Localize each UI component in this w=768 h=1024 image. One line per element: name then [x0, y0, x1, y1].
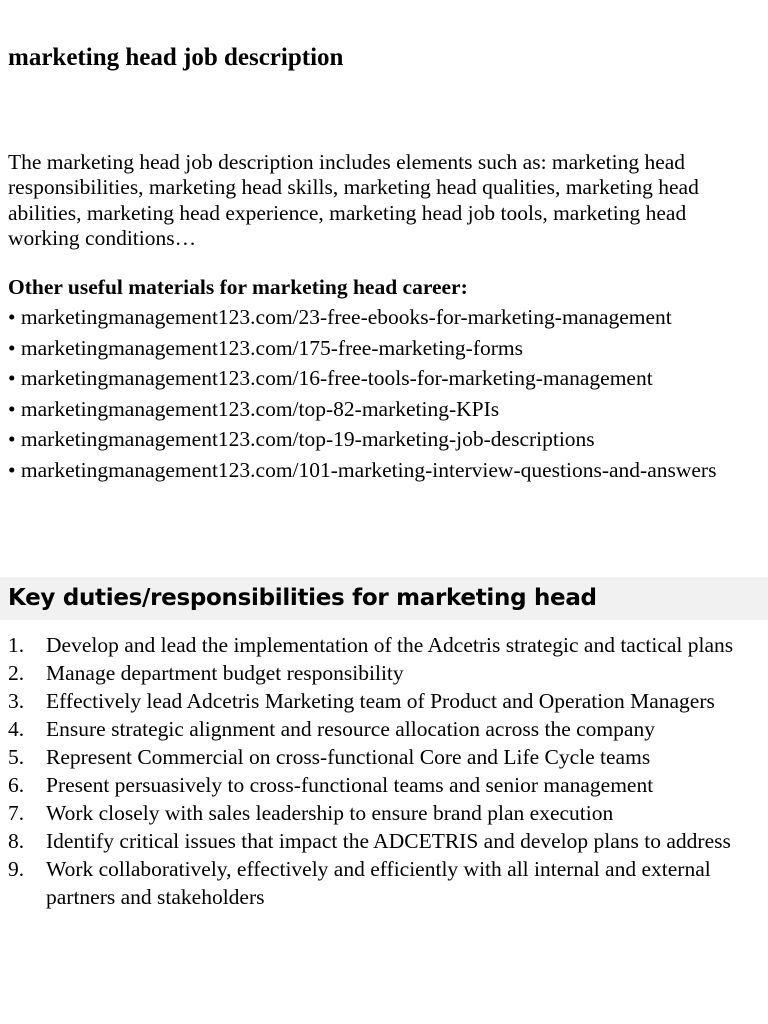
link-text[interactable]: marketingmanagement123.com/top-82-marketing-KPIs: [20, 396, 500, 421]
duty-text: Present persuasively to cross-functional teams and senior management: [46, 773, 654, 797]
duty-item: [0, 743, 760, 771]
bullet: •: [8, 366, 16, 391]
duty-text: Effectively lead Adcetris Marketing team of Product and Operation Managers: [46, 689, 715, 713]
duty-item: [0, 687, 760, 715]
duty-text: Work collaboratively, effectively and efficiently with all internal and external partners and stakeholders: [46, 857, 711, 909]
duty-text: Identify critical issues that impact the ADCETRIS and develop plans to address: [46, 829, 731, 853]
duty-item: [0, 715, 760, 743]
bullet: •: [8, 305, 16, 329]
bullet: •: [8, 427, 16, 452]
list-item[interactable]: [8, 458, 760, 483]
duty-item: [0, 855, 760, 911]
duty-number: 3.: [8, 689, 25, 713]
duty-number: 9.: [8, 857, 25, 881]
duty-text: Represent Commercial on cross-functional Core and Life Cycle teams: [46, 745, 651, 769]
link-text[interactable]: marketingmanagement123.com/23-free-ebooks-for-marketing-management: [20, 305, 672, 329]
duty-text: Manage department budget responsibility: [46, 661, 404, 685]
duty-text: Develop and lead the implementation of the Adcetris strategic and tactical plans: [46, 633, 734, 657]
list-item[interactable]: [8, 427, 760, 452]
duty-item: [0, 799, 760, 827]
duty-number: 4.: [8, 717, 25, 741]
duty-item: [0, 631, 760, 659]
duty-text: Ensure strategic alignment and resource allocation across the company: [46, 717, 655, 741]
duties-list: [0, 631, 760, 911]
duty-number: 8.: [8, 829, 25, 853]
duty-number: 7.: [8, 801, 25, 825]
materials-heading: Other useful materials for marketing head career:: [8, 275, 468, 299]
duty-number: 2.: [8, 661, 25, 685]
duty-item: [0, 771, 760, 799]
list-item[interactable]: [8, 305, 760, 330]
duty-text: Work closely with sales leadership to ensure brand plan execution: [46, 801, 614, 825]
page-title: marketing head job description: [8, 44, 344, 71]
duty-item: [0, 659, 760, 687]
bullet: •: [8, 335, 16, 360]
link-text[interactable]: marketingmanagement123.com/top-19-marketing-job-descriptions: [20, 427, 595, 452]
link-text[interactable]: marketingmanagement123.com/16-free-tools-for-marketing-management: [20, 366, 653, 391]
list-item[interactable]: [8, 366, 760, 391]
intro-paragraph: The marketing head job description includes elements such as: marketing head responsibilities, marketing head skills, marketing head qualities, marketing head abilities, marketing head experience, marketing head job tools, marketing head working conditions…: [8, 150, 699, 251]
duties-heading: Key duties/responsibilities for marketing head: [8, 585, 597, 611]
duty-number: 6.: [8, 773, 25, 797]
duty-number: 1.: [8, 633, 25, 657]
list-item[interactable]: [8, 397, 760, 422]
list-item[interactable]: [8, 336, 760, 361]
link-text[interactable]: marketingmanagement123.com/101-marketing-interview-questions-and-answers: [20, 457, 717, 482]
materials-list: [8, 305, 760, 483]
bullet: •: [8, 396, 16, 421]
duties-section-header: [0, 577, 768, 620]
bullet: •: [8, 457, 16, 482]
duty-number: 5.: [8, 745, 25, 769]
duty-item: [0, 827, 760, 855]
link-text[interactable]: marketingmanagement123.com/175-free-marketing-forms: [20, 335, 523, 360]
